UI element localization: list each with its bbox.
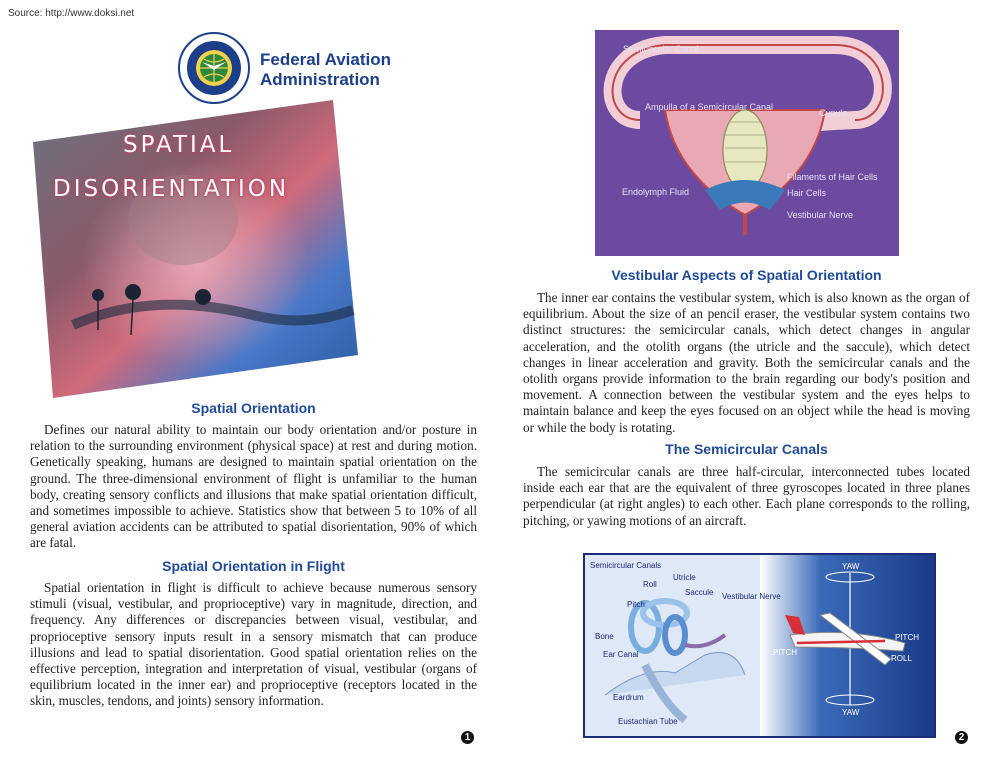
semicircular-heading: The Semicircular Canals <box>665 441 828 457</box>
label-utricle: Utricle <box>673 573 696 582</box>
vestibular-body: The inner ear contains the vestibular system, which is also known as the organ of equilibrium. About the size of an pencil eraser, the vestibular system contains two distinct structures: the semicircular canals, which detect changes in angular acceleration, and the otolith organs (the utricle and the saccule), which detect changes in linear acceleration and gravity. Both the semicircular canals and the otolith organs provide information to the brain regarding our body's position and movement. A connection between the vestibular system and the eyes helps to maintain balance and keep the eyes focused on an object while the head is moving or while the body is rotating. <box>523 290 970 435</box>
source-caption: Source: http://www.doksi.net <box>8 8 135 19</box>
ampulla-diagram <box>595 30 899 256</box>
semicircular-body: The semicircular canals are three half-circular, interconnected tubes located inside each ear that are the equivalent of three gyroscopes located in three planes perpendicular (at right angles) to each other. Each plane corresponds to the rolling, pitching, or yawing motions of an aircraft. <box>523 464 970 528</box>
label-cupula: Cupula <box>819 108 848 118</box>
label-bone: Bone <box>595 632 614 641</box>
cover-title-line1: SPATIAL <box>123 132 235 158</box>
label-eardrum: Eardrum <box>613 693 644 702</box>
cover-image <box>33 100 358 400</box>
label-endolymph: Endolymph Fluid <box>622 187 690 197</box>
label-ear-vestibular-nerve: Vestibular Nerve <box>722 592 781 601</box>
in-flight-body: Spatial orientation in flight is difficult to achieve because numerous sensory stimuli (visual, vestibular, and proprioceptive) vary in magnitude, direction, and frequency. Any differences or discrepancies between visual, vestibular, and proprioceptive sensory inputs result in a sensory mismatch that can produce illusions and lead to spatial disorientation. Good spatial orientation relies on the effective perception, integration and interpretation of visual, vestibular (organs of equilibrium located in the inner ear) and proprioceptive (receptors located in the skin, muscles, tendons, and joints) sensory information. <box>30 580 477 709</box>
label-roll-canal: Roll <box>643 580 657 589</box>
label-yaw-bottom: YAW <box>842 708 860 717</box>
label-filaments: Filaments of Hair Cells <box>787 172 878 182</box>
page-number-left: 1 <box>461 731 474 744</box>
faa-name <box>260 50 391 90</box>
label-pitch-left: PITCH <box>773 648 797 657</box>
vestibular-heading: Vestibular Aspects of Spatial Orientation <box>611 267 882 283</box>
page-number-right: 2 <box>955 731 968 744</box>
label-semicircular-canals: Semicircular Canals <box>590 561 662 570</box>
label-saccule: Saccule <box>685 588 714 597</box>
label-eustachian: Eustachian Tube <box>618 717 678 726</box>
label-ear-canal: Ear Canal <box>603 650 639 659</box>
spatial-orientation-heading: Spatial Orientation <box>191 400 316 416</box>
label-pitch-canal: Pitch <box>627 600 645 609</box>
spatial-orientation-body: Defines our natural ability to maintain our body orientation and/or posture in relation to the surrounding environment (physical space) at rest and during motion. Genetically speaking, humans are designed to maintain spatial orientation on the ground. The three-dimensional environment of flight is unfamiliar to the human body, creating sensory conflicts and illusions that make spatial orientation difficult, and sometimes impossible to achieve. Statistics show that between 5 to 10% of all general aviation accidents can be attributed to spatial disorientation, 90% of which are fatal. <box>30 422 477 551</box>
label-yaw-top: YAW <box>842 562 860 571</box>
faa-name-line1: Federal Aviation <box>260 50 391 69</box>
label-ampulla: Ampulla of a Semicircular Canal <box>645 102 774 112</box>
faa-name-line2: Administration <box>260 70 380 89</box>
cover-title-line2: DISORIENTATION <box>53 176 290 202</box>
label-hair-cells: Hair Cells <box>787 188 827 198</box>
label-semicircular-canal: Semicircular Canal <box>623 44 699 54</box>
label-vestibular-nerve: Vestibular Nerve <box>787 210 854 220</box>
label-roll-plane: ROLL <box>891 654 912 663</box>
ear-aircraft-diagram <box>583 553 936 738</box>
in-flight-heading: Spatial Orientation in Flight <box>162 558 345 574</box>
faa-seal-icon <box>176 32 256 106</box>
label-pitch-right: PITCH <box>895 633 919 642</box>
